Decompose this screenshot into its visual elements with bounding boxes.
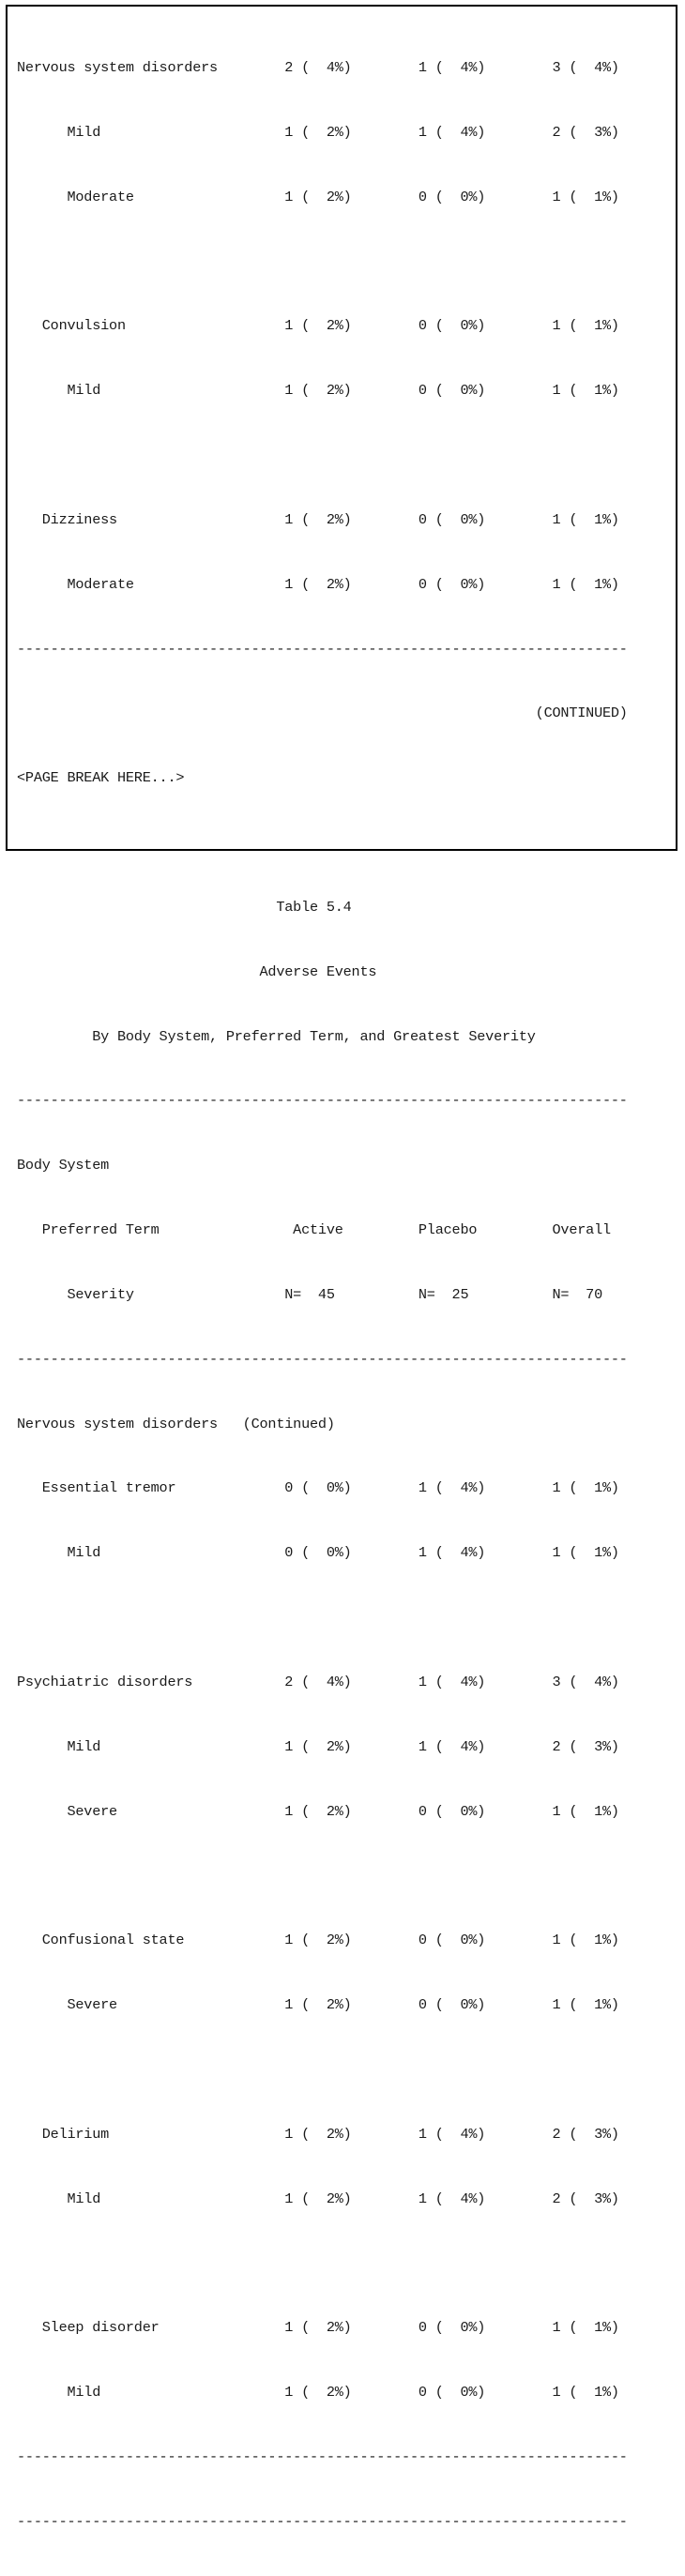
line-13 bbox=[17, 832, 628, 854]
line-3: Moderate 1 ( 2%) 0 ( 0%) 1 ( 1%) bbox=[17, 188, 619, 205]
header-columns: Preferred Term Active Placebo Overall bbox=[17, 1221, 611, 1239]
line-25 bbox=[17, 1607, 628, 1629]
listing bbox=[17, 14, 628, 2576]
page-frame bbox=[6, 5, 677, 2530]
line-9: Moderate 1 ( 2%) 0 ( 0%) 1 ( 1%) bbox=[17, 575, 619, 593]
line-8: Dizziness 1 ( 2%) 0 ( 0%) 1 ( 1%) bbox=[17, 510, 619, 528]
separator-line: ------------------------------------------------------------------------- bbox=[17, 1092, 628, 1110]
line-2: Mild 1 ( 2%) 1 ( 4%) 2 ( 3%) bbox=[17, 123, 619, 141]
line-29 bbox=[17, 1866, 628, 1887]
line-33: Delirium 1 ( 2%) 1 ( 4%) 2 ( 3%) bbox=[17, 2125, 619, 2143]
page-break-marker: <PAGE BREAK HERE...> bbox=[17, 769, 185, 787]
line-28: Severe 1 ( 2%) 0 ( 0%) 1 ( 1%) bbox=[17, 1802, 619, 1820]
line-31: Severe 1 ( 2%) 0 ( 0%) 1 ( 1%) bbox=[17, 1996, 619, 2014]
line-34: Mild 1 ( 2%) 1 ( 4%) 2 ( 3%) bbox=[17, 2190, 619, 2207]
header-counts: Severity N= 45 N= 25 N= 70 bbox=[17, 1285, 602, 1303]
line-27: Mild 1 ( 2%) 1 ( 4%) 2 ( 3%) bbox=[17, 1737, 619, 1755]
line-1: Nervous system disorders 2 ( 4%) 1 ( 4%) 3 ( 4%) bbox=[17, 58, 619, 76]
separator-line: ------------------------------------------------------------------------- bbox=[17, 1350, 628, 1368]
separator-line: ------------------------------------------------------------------------- bbox=[17, 2448, 628, 2466]
line-37: Mild 1 ( 2%) 0 ( 0%) 1 ( 1%) bbox=[17, 2384, 619, 2402]
line-22: Nervous system disorders (Continued) bbox=[17, 1415, 335, 1432]
table-subtitle: Adverse Events bbox=[17, 962, 377, 980]
line-7 bbox=[17, 445, 628, 466]
table-caption: By Body System, Preferred Term, and Greatest Severity bbox=[17, 1027, 536, 1045]
line-24: Mild 0 ( 0%) 1 ( 4%) 1 ( 1%) bbox=[17, 1544, 619, 1562]
line-30: Confusional state 1 ( 2%) 0 ( 0%) 1 ( 1%) bbox=[17, 1932, 619, 1949]
line-23: Essential tremor 0 ( 0%) 1 ( 4%) 1 ( 1%) bbox=[17, 1479, 619, 1497]
line-5: Convulsion 1 ( 2%) 0 ( 0%) 1 ( 1%) bbox=[17, 317, 619, 335]
header-body-system: Body System bbox=[17, 1157, 110, 1174]
line-6: Mild 1 ( 2%) 0 ( 0%) 1 ( 1%) bbox=[17, 382, 619, 400]
line-35 bbox=[17, 2253, 628, 2275]
line-26: Psychiatric disorders 2 ( 4%) 1 ( 4%) 3 ( 4%) bbox=[17, 1674, 619, 1690]
separator-line: ------------------------------------------------------------------------- bbox=[17, 640, 628, 658]
table-title: Table 5.4 bbox=[17, 898, 352, 916]
separator-line: ------------------------------------------------------------------------- bbox=[17, 2512, 628, 2530]
line-4 bbox=[17, 250, 628, 272]
line-36: Sleep disorder 1 ( 2%) 0 ( 0%) 1 ( 1%) bbox=[17, 2319, 619, 2337]
line-32 bbox=[17, 2059, 628, 2081]
continued-label: (CONTINUED) bbox=[17, 705, 628, 722]
